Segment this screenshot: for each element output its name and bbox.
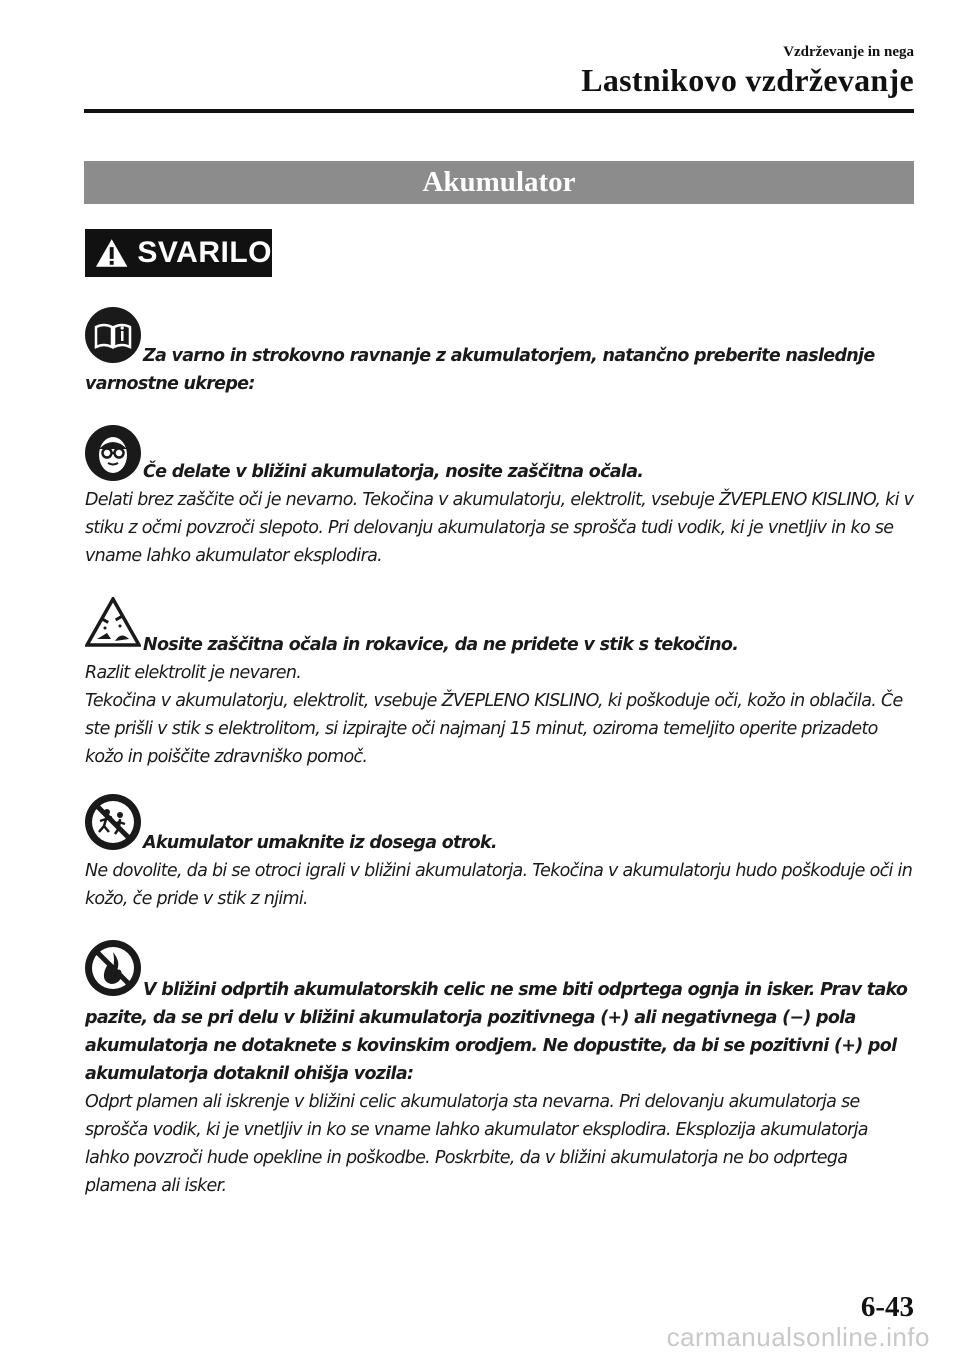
- header-divider: [84, 109, 914, 113]
- manual-heading: Za varno in strokovno ravnanje z akumulatorjem, natančno preberite naslednje varnostne ukrepe:: [85, 346, 875, 394]
- warning-triangle-icon: [94, 237, 129, 269]
- corrosive-heading: Nosite zaščitna očala in rokavice, da ne pridete v stik s tekočino.: [143, 635, 739, 655]
- section-title: Akumulator: [84, 161, 914, 204]
- goggles-text: Delati brez zaščite oči je nevarno. Tekočina v akumulatorju, elektrolit, vsebuje ŽVEPLENO KISLINO, ki v stiku z očmi povzroči slepoto. Pri delovanju akumulatorja se sprošča tudi vodik, ki je vnetljiv in ko se vname lahko akumulator eksplodira.: [85, 490, 914, 566]
- manual-paragraph: [85, 342, 914, 398]
- fire-paragraph: [85, 976, 914, 1200]
- chapter-title: Vzdrževanje in nega: [783, 44, 914, 60]
- warning-badge: [85, 229, 272, 277]
- children-text: Ne dovolite, da bi se otroci igrali v bližini akumulatorja. Tekočina v akumulatorju hudo poškoduje oči in kožo, če pride v stik z njimi.: [85, 861, 913, 909]
- fire-heading: V bližini odprtih akumulatorskih celic ne sme biti odprtega ognja in isker. Prav tako pazite, da se pri delu v bližini akumulatorja pozitivnega (+) ali negativnega (−) pola akumulatorja ne dotaknete s kovinskim orodjem. Ne dopustite, da bi se pozitivni (+) pol akumulatorja dotaknil ohišja vozila:: [85, 980, 908, 1084]
- page-title: Lastnikovo vzdrževanje: [581, 62, 914, 98]
- page-number: 6-43: [860, 1291, 914, 1323]
- corrosive-paragraph: [85, 631, 914, 771]
- goggles-heading: Če delate v bližini akumulatorja, nosite zaščitna očala.: [143, 462, 644, 482]
- corrosive-text: Razlit elektrolit je nevaren.: [85, 663, 302, 683]
- children-paragraph: [85, 829, 914, 913]
- warning-label: SVARILO: [137, 236, 272, 269]
- children-heading: Akumulator umaknite iz dosega otrok.: [143, 833, 497, 853]
- watermark: carmanualsonline.info: [666, 1322, 930, 1352]
- corrosive-text-2: Tekočina v akumulatorju, elektrolit, vsebuje ŽVEPLENO KISLINO, ki poškoduje oči, kožo in oblačila. Če ste prišli v stik s elektrolitom, si izpirajte oči najmanj 15 minut, oziroma temeljito operite prizadeto kožo in poiščite zdravniško pomoč.: [85, 691, 903, 767]
- fire-text: Odprt plamen ali iskrenje v bližini celic akumulatorja sta nevarna. Pri delovanju akumulatorja se sprošča vodik, ki je vnetljiv in ko se vname lahko akumulator eksplodira. Eksplozija akumulatorja lahko povzroči hude opekline in poškodbe. Poskrbite, da v bližini akumulatorja ne bo odprtega plamena ali isker.: [85, 1092, 868, 1196]
- goggles-paragraph: [85, 458, 914, 570]
